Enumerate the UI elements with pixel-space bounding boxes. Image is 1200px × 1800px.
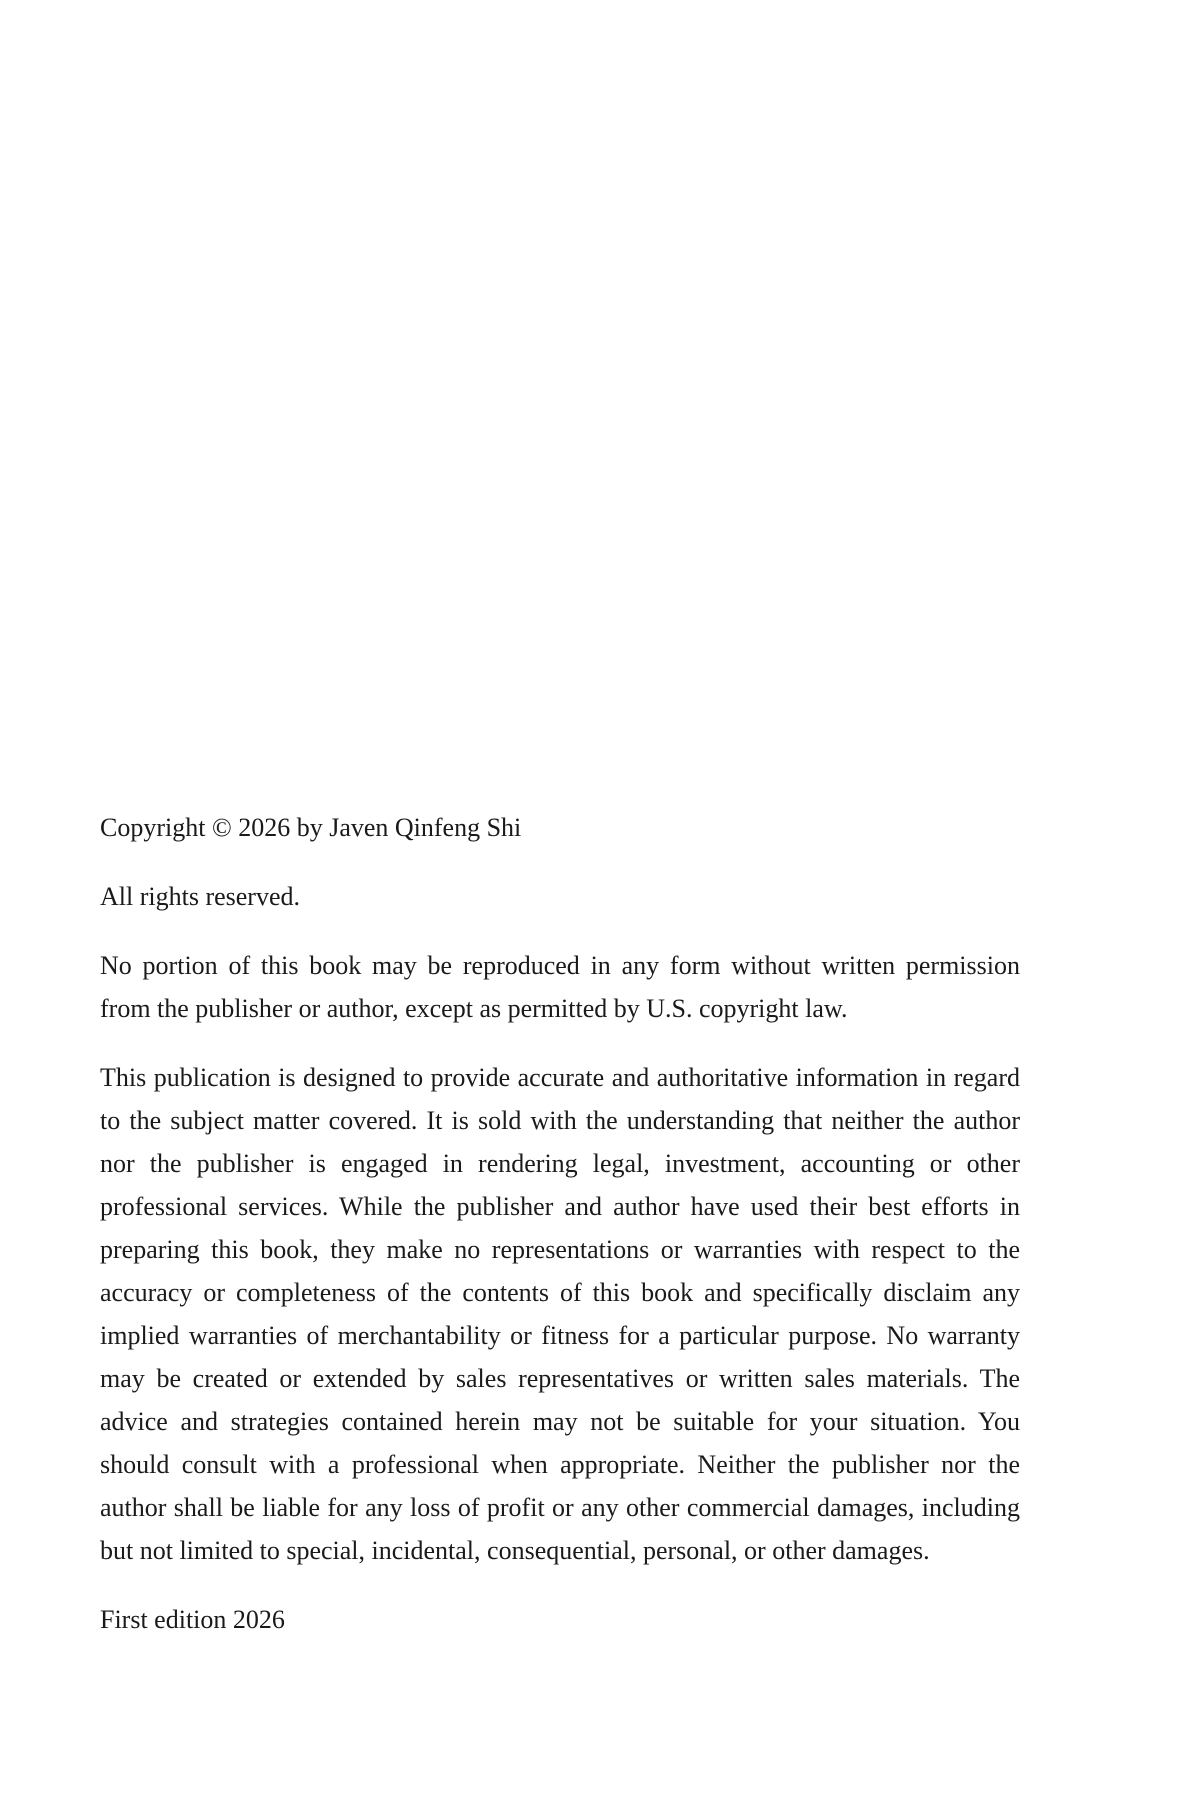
- copyright-block: [100, 806, 1020, 1641]
- copyright-line: Copyright © 2026 by Javen Qinfeng Shi: [100, 813, 522, 842]
- reproduction-notice: No portion of this book may be reproduced in any form without written permission from the publisher or author, except as permitted by U.S. copyright law.: [100, 951, 1020, 1023]
- disclaimer-paragraph: This publication is designed to provide accurate and authoritative information in regard to the subject matter covered. It is sold with the understanding that neither the author nor the publisher is engaged in rendering legal, investment, accounting or other professional services. While the publisher and author have used their best efforts in preparing this book, they make no representations or warranties with respect to the accuracy or completeness of the contents of this book and specifically disclaim any implied warranties of merchantability or fitness for a particular purpose. No warranty may be created or extended by sales representatives or written sales materials. The advice and strategies contained herein may not be suitable for your situation. You should consult with a professional when appropriate. Neither the publisher nor the author shall be liable for any loss of profit or any other commercial damages, including but not limited to special, incidental, consequential, personal, or other damages.: [100, 1063, 1020, 1565]
- edition-line: First edition 2026: [100, 1605, 285, 1634]
- rights-statement: All rights reserved.: [100, 882, 301, 911]
